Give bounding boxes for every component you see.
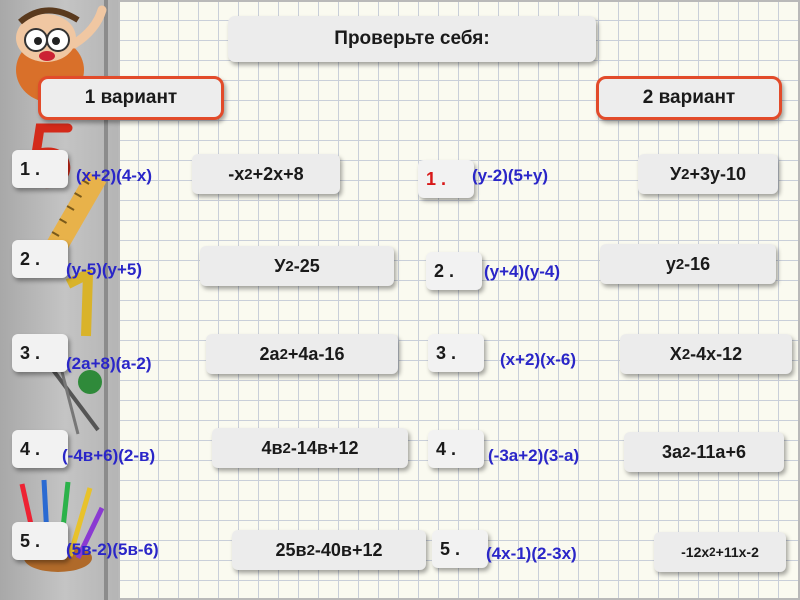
v2-item-4-number: 4 . (428, 430, 484, 468)
yellow-number-one-icon (62, 270, 102, 340)
variant-1-header: 1 вариант (38, 76, 224, 120)
page-title: Проверьте себя: (228, 16, 596, 62)
v2-item-3-expression: (х+2)(х-6) (500, 350, 577, 369)
v2-item-1-expression: (у-2)(5+у) (472, 166, 549, 185)
answer-rest: -25 (293, 255, 320, 276)
answer-exponent: 2 (675, 255, 685, 273)
answer-exponent: 2 (244, 165, 253, 183)
v1-item-5-expression: (5в-2)(5в-6) (66, 540, 159, 559)
answer-exponent: 2 (681, 165, 690, 183)
v2-item-2-number: 2 . (426, 252, 482, 290)
answer-exponent: 2 (682, 443, 691, 461)
v2-item-2-expression: (у+4)(у-4) (484, 262, 561, 281)
v1-item-4-answer (212, 428, 408, 468)
v1-item-5-number: 5 . (12, 522, 68, 560)
answer-rest: +4а-16 (287, 343, 345, 364)
v1-item-2-number: 2 . (12, 240, 68, 278)
answer-base: У (669, 163, 682, 184)
answer-base: 4в (261, 437, 283, 458)
v1-item-2-expression: (у-5)(у+5) (66, 260, 143, 279)
answer-rest: -4х-12 (690, 343, 743, 364)
answer-base: 25в (275, 539, 307, 560)
v2-item-4-answer (624, 432, 784, 472)
v2-item-1-answer (638, 154, 778, 194)
v2-item-1-number: 1 . (418, 160, 474, 198)
v2-item-3-answer (620, 334, 792, 374)
answer-base: Х (669, 343, 682, 364)
v1-item-3-expression: (2а+8)(а-2) (66, 354, 152, 373)
answer-rest: -16 (684, 253, 711, 274)
answer-rest: -14в+12 (290, 437, 359, 458)
v1-item-1-expression: (х+2)(4-х) (76, 166, 153, 185)
answer-exponent: 2 (709, 545, 716, 559)
answer-base: -12х (681, 544, 710, 560)
answer-base: 2а (259, 343, 280, 364)
v2-item-5-number: 5 . (432, 530, 488, 568)
answer-rest: -40в+12 (314, 539, 383, 560)
v1-item-5-answer (232, 530, 426, 570)
answer-base: 3а (662, 441, 683, 462)
variant-2-header: 2 вариант (596, 76, 782, 120)
v1-item-4-number: 4 . (12, 430, 68, 468)
answer-exponent: 2 (282, 439, 291, 457)
answer-rest: +2х+8 (252, 163, 304, 184)
v1-item-4-expression: (-4в+6)(2-в) (62, 446, 156, 465)
answer-rest: +3у-10 (689, 163, 747, 184)
answer-rest: -11а+6 (690, 441, 746, 462)
answer-exponent: 2 (279, 345, 288, 363)
v2-item-5-answer (654, 532, 786, 572)
v2-item-5-expression: (4х-1)(2-3х) (486, 544, 577, 563)
answer-base: у (665, 253, 676, 274)
v1-item-1-answer (192, 154, 340, 194)
answer-rest: +11х-2 (715, 544, 759, 560)
answer-exponent: 2 (285, 257, 294, 275)
v2-item-4-expression: (-3а+2)(3-а) (488, 446, 580, 465)
answer-base: -х (228, 163, 245, 184)
answer-exponent: 2 (306, 541, 315, 559)
v1-item-1-number: 1 . (12, 150, 68, 188)
v2-item-2-answer (600, 244, 776, 284)
v1-item-2-answer (200, 246, 394, 286)
v1-item-3-answer (206, 334, 398, 374)
v1-item-3-number: 3 . (12, 334, 68, 372)
answer-base: У (274, 255, 286, 276)
answer-exponent: 2 (681, 345, 691, 363)
v2-item-3-number: 3 . (428, 334, 484, 372)
